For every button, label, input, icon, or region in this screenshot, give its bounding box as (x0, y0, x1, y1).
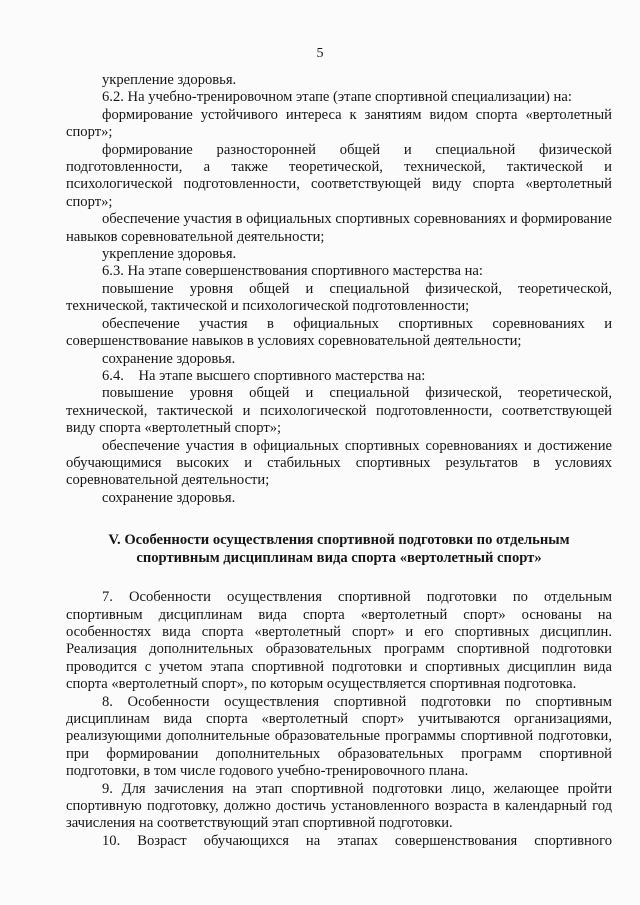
paragraph: 6.2. На учебно-тренировочном этапе (этапе спортивной специализации) на: (102, 89, 572, 106)
paragraph: 7. Особенности осуществления спортивной подготовки по отдельным спортивным дисциплинам вида спорта «вертолетный спорт» основаны на особенностях вида спорта «вертолетный спорт» и его спортивных дисциплин. Реализация дополнительных образовательных программ спортивной подготовки проводится с учетом этапа спортивной подготовки и спортивных дисциплин вида спорта «вертолетный спорт», по которым осуществляется спортивная подготовка. (66, 589, 612, 693)
paragraph: обеспечение участия в официальных спортивных соревнованиях и совершенствование навыков в условиях соревновательной деятельности; (66, 315, 612, 350)
paragraph: повышение уровня общей и специальной физической, теоретической, технической, тактической и психологической подготовленности; (66, 280, 612, 315)
paragraph: сохранение здоровья. (102, 350, 236, 367)
section-heading-line: спортивным дисциплинам вида спорта «вертолетный спорт» (136, 550, 542, 567)
paragraph: 6.3. На этапе совершенствования спортивного мастерства на: (102, 263, 483, 280)
paragraph: формирование устойчивого интереса к занятиям видом спорта «вертолетный спорт»; (66, 106, 612, 141)
paragraph: повышение уровня общей и специальной физической, теоретической, технической, тактической и психологической подготовленности, соответствующей виду спорта «вертолетный спорт»; (66, 385, 612, 437)
paragraph: 8. Особенности осуществления спортивной подготовки по спортивным дисциплинам вида спорта «вертолетный спорт» учитываются организациями, реализующими дополнительные образовательные программы спортивной подготовки, при формировании дополнительных образовательных программ спортивной подготовки, в том числе годового учебно-тренировочного плана. (66, 693, 612, 780)
paragraph: 10. Возраст обучающихся на этапах совершенствования спортивного (102, 832, 612, 849)
paragraph: сохранение здоровья. (102, 489, 236, 506)
paragraph: 9. Для зачисления на этап спортивной подготовки лицо, желающее пройти спортивную подготовку, должно достичь установленного возраста в календарный год зачисления на соответствующий этап спортивной подготовки. (66, 780, 612, 832)
paragraph: обеспечение участия в официальных спортивных соревнованиях и формирование навыков соревновательной деятельности; (66, 211, 612, 245)
section-heading (66, 531, 612, 567)
section-heading-line: V. Особенности осуществления спортивной подготовки по отдельным (108, 532, 570, 549)
paragraph: укрепление здоровья. (102, 246, 237, 263)
paragraph: формирование разносторонней общей и специальной физической подготовленности, а также теоретической, технической, тактической и психологической подготовленности, соответствующей виду спорта «вертолетный спорт»; (66, 141, 612, 210)
document-body (66, 72, 612, 850)
paragraph: обеспечение участия в официальных спортивных соревнованиях и достижение обучающимися высоких и стабильных спортивных результатов в условиях соревновательной деятельности; (66, 437, 612, 489)
paragraph: 6.4. На этапе высшего спортивного мастерства на: (102, 367, 426, 384)
page-number: 5 (316, 46, 324, 61)
paragraph: укрепление здоровья. (102, 72, 237, 88)
